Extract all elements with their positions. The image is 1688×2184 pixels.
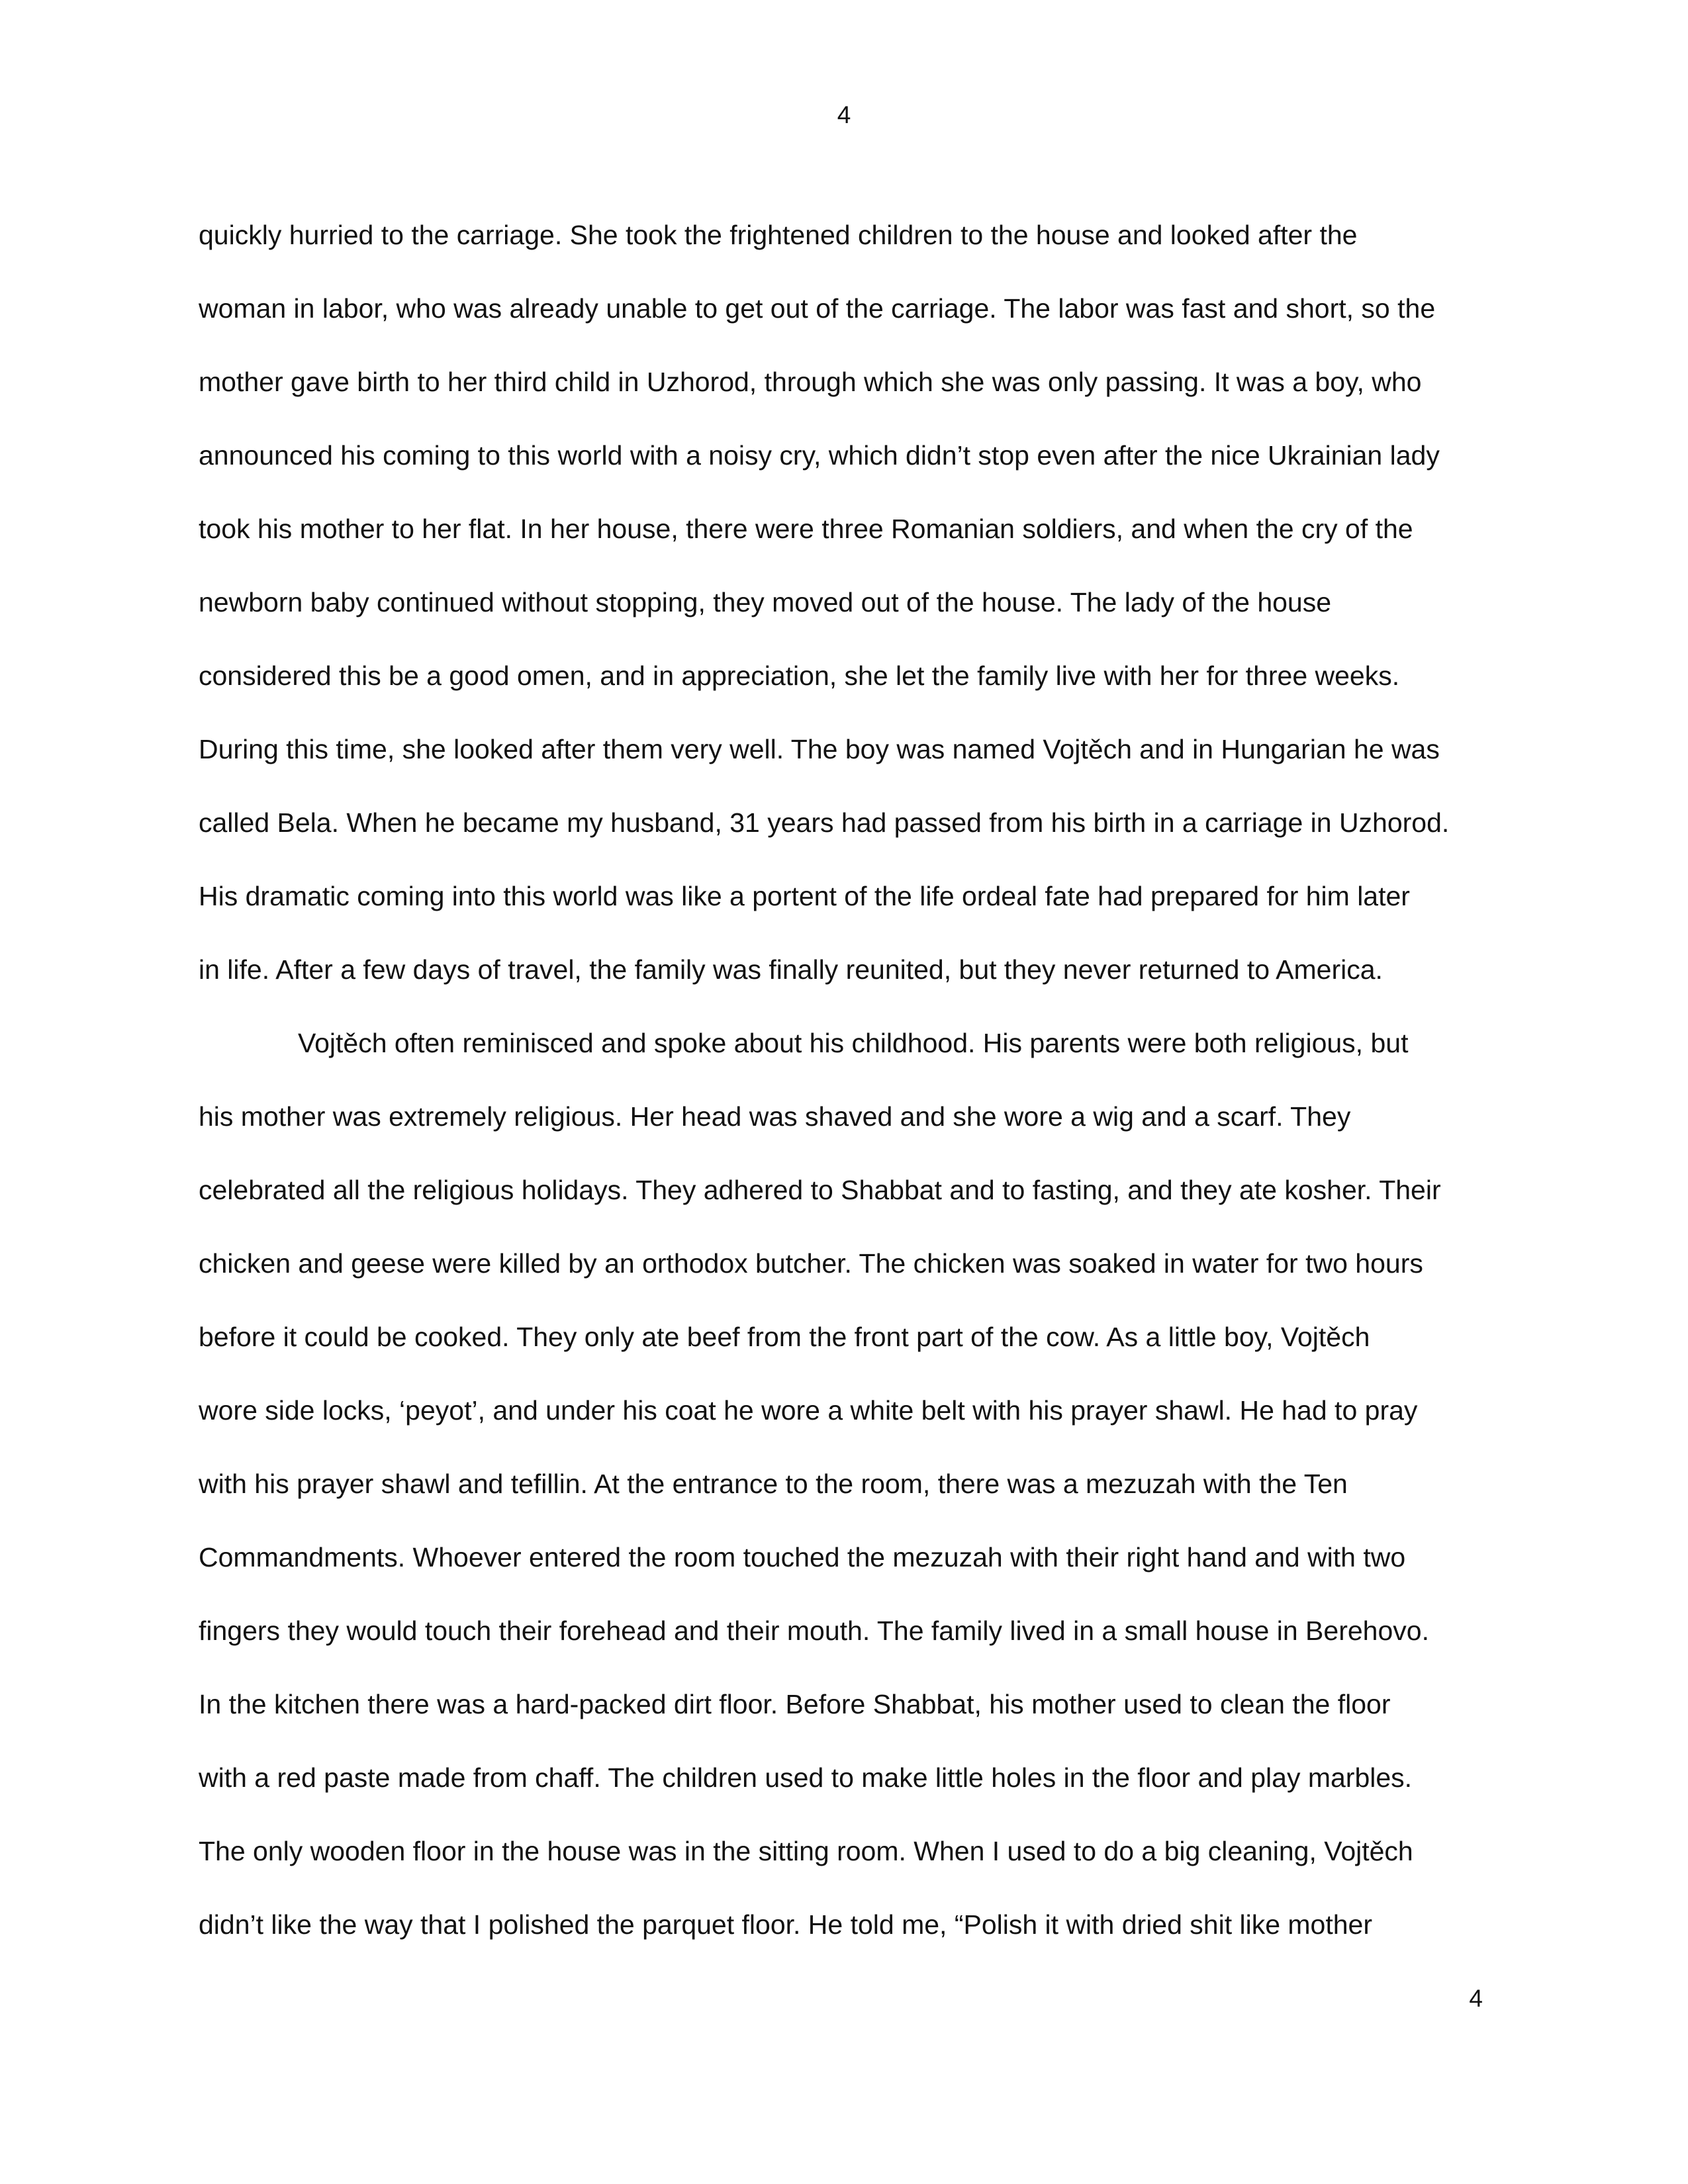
text-line: During this time, she looked after them very well. The boy was named Vojtěch and in Hungarian he was [199,734,1440,764]
text-line: fingers they would touch their forehead and their mouth. The family lived in a small house in Berehovo. [199,1615,1429,1646]
text-line: his mother was extremely religious. Her head was shaved and she wore a wig and a scarf. They [199,1101,1351,1132]
text-line: before it could be cooked. They only ate beef from the front part of the cow. As a little boy, Vojtěch [199,1322,1370,1352]
text-line: His dramatic coming into this world was like a portent of the life ordeal fate had prepared for him later [199,881,1410,911]
text-line: The only wooden floor in the house was in the sitting room. When I used to do a big cleaning, Vojtěch [199,1836,1413,1866]
text-line: In the kitchen there was a hard-packed dirt floor. Before Shabbat, his mother used to clean the floor [199,1689,1391,1719]
text-line: quickly hurried to the carriage. She took the frightened children to the house and looked after the [199,220,1358,250]
page-number-top: 4 [837,101,851,128]
text-line: newborn baby continued without stopping, they moved out of the house. The lady of the house [199,587,1332,617]
text-line: woman in labor, who was already unable to get out of the carriage. The labor was fast and short, so the [199,293,1436,324]
text-line: wore side locks, ‘peyot’, and under his coat he wore a white belt with his prayer shawl. He had to pray [199,1395,1418,1426]
text-line: chicken and geese were killed by an orthodox butcher. The chicken was soaked in water for two hours [199,1248,1423,1279]
text-line: with his prayer shawl and tefillin. At the entrance to the room, there was a mezuzah with the Ten [199,1469,1348,1499]
text-line: celebrated all the religious holidays. They adhered to Shabbat and to fasting, and they ate kosher. Their [199,1175,1441,1205]
text-line: considered this be a good omen, and in appreciation, she let the family live with her for three weeks. [199,660,1400,691]
text-line: called Bela. When he became my husband, 31 years had passed from his birth in a carriage in Uzhorod. [199,807,1450,838]
text-line: in life. After a few days of travel, the family was finally reunited, but they never returned to America. [199,954,1383,985]
body-text [199,199,1496,1962]
text-line: announced his coming to this world with a noisy cry, which didn’t stop even after the nice Ukrainian lady [199,440,1440,471]
text-line: didn’t like the way that I polished the parquet floor. He told me, “Polish it with dried shit like mother [199,1909,1373,1940]
page-number-bottom: 4 [1469,1985,1483,2012]
text-line: Commandments. Whoever entered the room touched the mezuzah with their right hand and with two [199,1542,1406,1572]
text-line: Vojtěch often reminisced and spoke about his childhood. His parents were both religious, but [298,1028,1409,1058]
text-line: with a red paste made from chaff. The children used to make little holes in the floor and play marbles. [199,1762,1413,1793]
text-line: mother gave birth to her third child in Uzhorod, through which she was only passing. It was a boy, who [199,367,1422,397]
text-line: took his mother to her flat. In her house, there were three Romanian soldiers, and when the cry of the [199,514,1413,544]
